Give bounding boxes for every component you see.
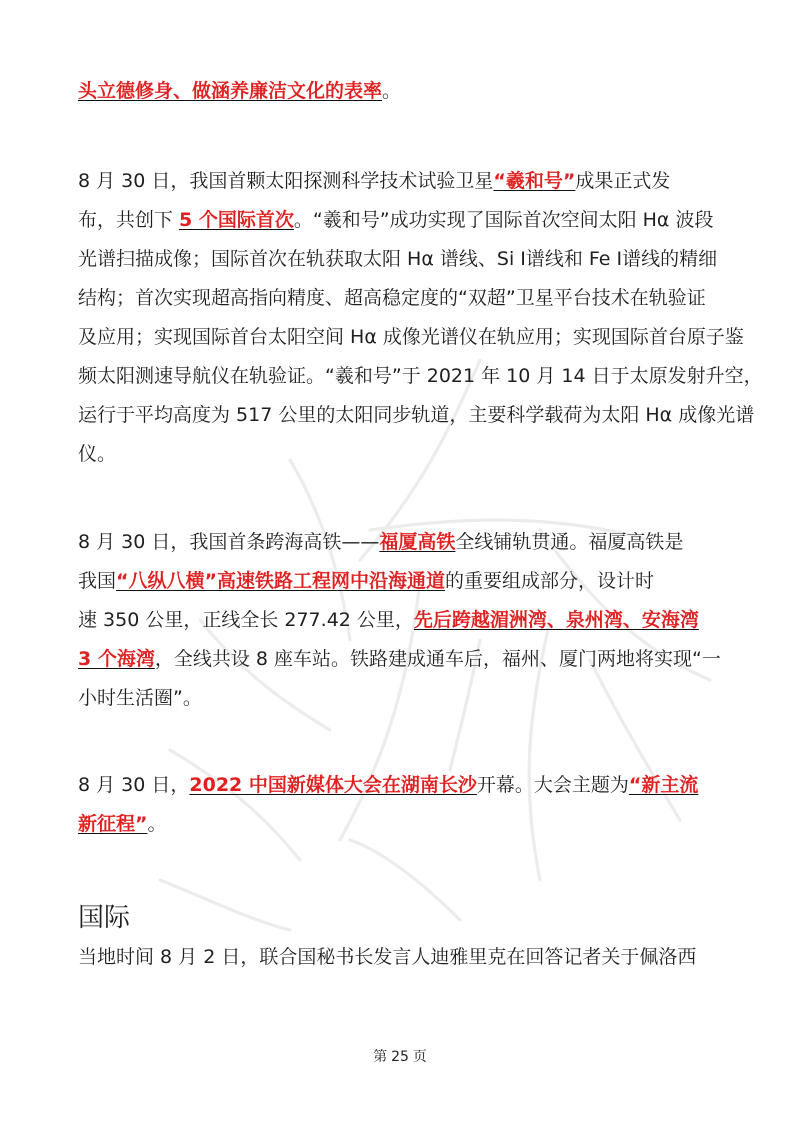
page-number: 25 bbox=[391, 1049, 409, 1065]
highlight-text: “新主流 bbox=[628, 774, 699, 796]
footer-prefix: 第 bbox=[373, 1049, 388, 1065]
highlight-text: 头立德修身、做涵养廉洁文化的表率 bbox=[78, 80, 383, 102]
paragraph-gap bbox=[78, 111, 724, 162]
body-text: 8 月 30 日，我国首条跨海高铁—— bbox=[78, 531, 380, 553]
paragraph-closing-line bbox=[78, 72, 724, 111]
page-footer bbox=[0, 1047, 800, 1067]
document-body bbox=[78, 72, 763, 977]
body-text: 。 bbox=[147, 813, 167, 835]
text-line bbox=[78, 805, 724, 844]
footer-suffix: 页 bbox=[412, 1049, 427, 1065]
text-line bbox=[78, 162, 724, 201]
highlight-text: “八纵八横”高速铁路工程网中沿海通道 bbox=[116, 570, 445, 592]
body-text: 。 bbox=[382, 80, 402, 102]
highlight-text: 2022 中国新媒体大会在湖南长沙 bbox=[189, 774, 477, 796]
text-line bbox=[78, 640, 724, 679]
body-text: 我国 bbox=[78, 570, 117, 592]
text-line bbox=[78, 201, 724, 240]
paragraph-gap bbox=[78, 718, 724, 766]
section-heading-international: 国际 bbox=[78, 903, 131, 933]
text-line bbox=[78, 523, 724, 562]
highlight-text: 新征程” bbox=[78, 813, 148, 835]
highlight-text: 先后跨越湄洲湾、泉州湾、安海湾 bbox=[413, 609, 699, 631]
text-line: 当地时间 8 月 2 日，联合国秘书长发言人迪雅里克在回答记者关于佩洛西 bbox=[78, 946, 697, 968]
paragraph-fuxia-railway bbox=[78, 523, 724, 718]
body-text: 速 350 公里，正线全长 277.42 公里， bbox=[78, 609, 414, 631]
text-line bbox=[78, 72, 724, 111]
text-line: 小时生活圈”。 bbox=[78, 687, 202, 709]
text-line bbox=[78, 766, 724, 805]
highlight-text: 5 个国际首次 bbox=[179, 209, 294, 231]
text-line: 及应用；实现国际首台太阳空间 Hα 成像光谱仪在轨应用；实现国际首台原子鉴 bbox=[78, 326, 744, 348]
body-text: 的重要组成部分，设计时 bbox=[445, 570, 655, 592]
text-line: 仪。 bbox=[78, 443, 117, 465]
highlight-text: 3 个海湾 bbox=[78, 648, 155, 670]
paragraph-gap bbox=[78, 474, 724, 523]
body-text: 开幕。大会主题为 bbox=[476, 774, 629, 796]
text-line: 运行于平均高度为 517 公里的太阳同步轨道，主要科学载荷为太阳 Hα 成像光谱 bbox=[78, 404, 755, 426]
text-line: 结构；首次实现超高指向精度、超高稳定度的“双超”卫星平台技术在轨验证 bbox=[78, 287, 706, 309]
body-text: 8 月 30 日， bbox=[78, 774, 190, 796]
highlight-text: 福厦高铁 bbox=[379, 531, 456, 553]
body-text: 。“羲和号”成功实现了国际首次空间太阳 Hα 波段 bbox=[293, 209, 714, 231]
body-text: 8 月 30 日，我国首颗太阳探测科学技术试验卫星 bbox=[78, 170, 494, 192]
body-text: 布，共创下 bbox=[78, 209, 180, 231]
paragraph-gap bbox=[78, 844, 724, 895]
text-line bbox=[78, 562, 724, 601]
body-text: 成果正式发 bbox=[575, 170, 671, 192]
text-line bbox=[78, 601, 724, 640]
body-text: 全线铺轨贯通。福厦高铁是 bbox=[455, 531, 684, 553]
paragraph-xihe-satellite bbox=[78, 162, 763, 474]
highlight-text: “羲和号” bbox=[493, 170, 576, 192]
paragraph-international bbox=[78, 938, 724, 977]
text-line: 光谱扫描成像；国际首次在轨获取太阳 Hα 谱线、Si Ⅰ谱线和 Fe Ⅰ谱线的精细 bbox=[78, 248, 718, 270]
body-text: ，全线共设 8 座车站。铁路建成通车后，福州、厦门两地将实现“一 bbox=[154, 648, 721, 670]
paragraph-new-media-conference bbox=[78, 766, 724, 844]
text-line: 频太阳测速导航仪在轨验证。“羲和号”于 2021 年 10 月 14 日于太原发射升空， bbox=[78, 365, 763, 387]
